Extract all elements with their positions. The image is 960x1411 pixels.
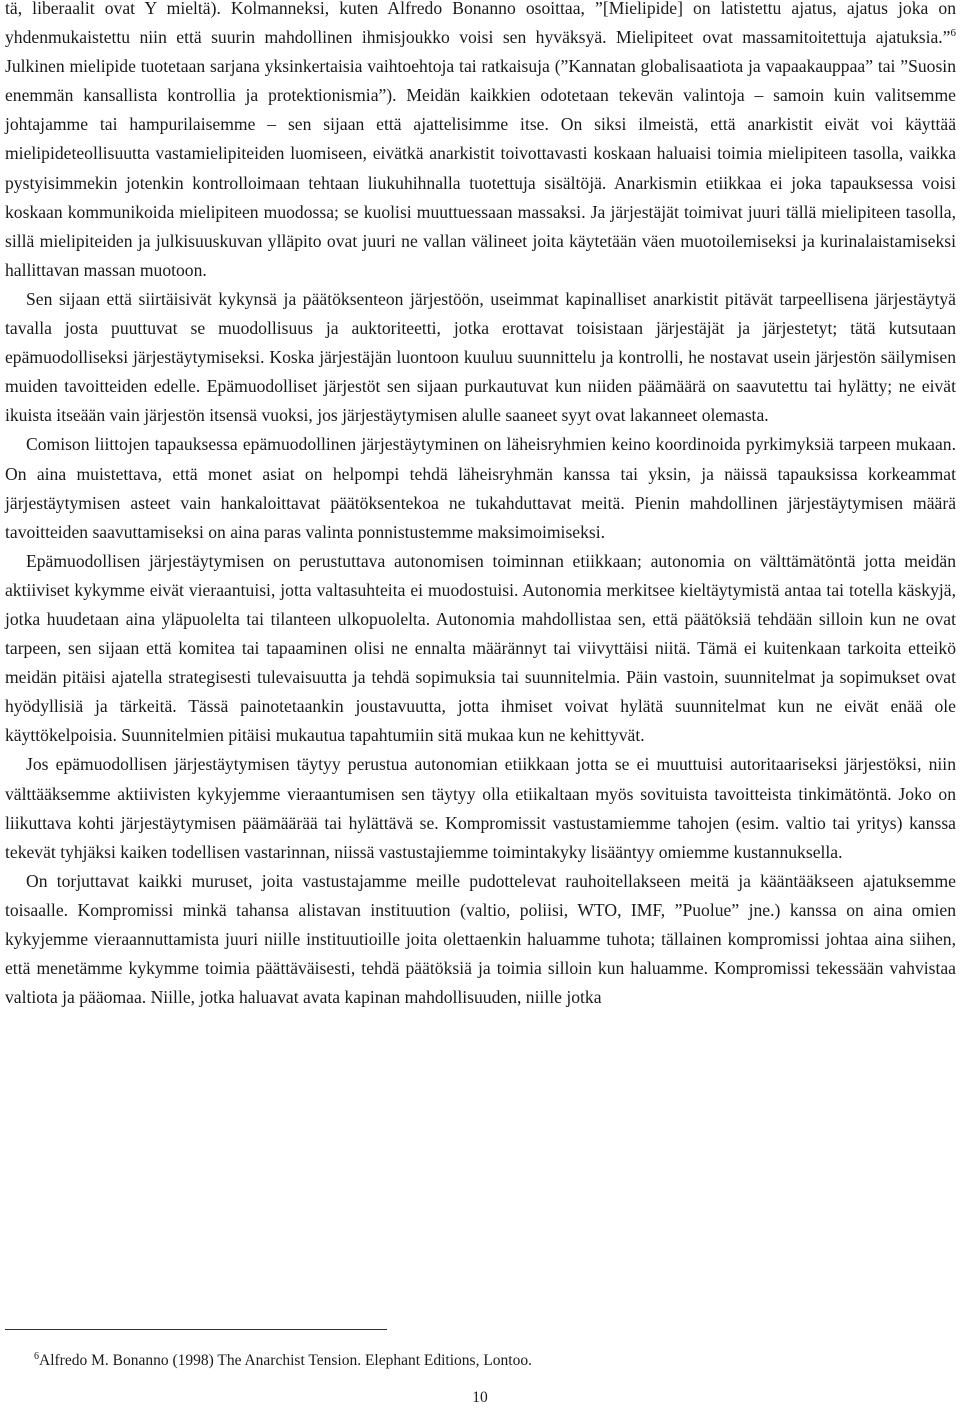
document-page: [5, 0, 956, 1018]
paragraph-6: On torjuttavat kaikki muruset, joita vastustajamme meille pudottelevat rauhoitellakseen meitä ja kääntääkseen ajatuksemme toisaalle. Kompromissi minkä tahansa alistavan instituution (valtio, poliisi, WTO, IMF, ”Puolue” jne.) kanssa on aina omien kykyjemme vieraannuttamista juuri niille instituutioille joita olettaenkin haluamme tuhota; tällainen kompromissi johtaa aina siihen, että menetämme kykymme toimia päättäväisesti, tehdä päätöksiä ja toimia silloin kun haluamme. Kompromissi tekessään vahvistaa valtiota ja pääomaa. Niille, jotka haluavat avata kapinan mahdollisuuden, niille jotka: [5, 870, 956, 1008]
paragraph-5: Jos epämuodollisen järjestäytymisen täytyy perustua autonomian etiikkaan jotta se ei muuttuisi autoritaariseksi järjestöksi, niin välttääksemme aktiivisten kykyjemme vieraantumisen sen täytyy olla etiikaltaan myös sovituista tavoitteista tinkimätöntä. Joko on liikuttava kohti järjestäytymisen päämäärää tai hylättävä se. Kompromissit vastustamiemme tahojen (esim. valtio tai yritys) kanssa tekevät tyhjäksi kaiken todellisen vastarinnan, niissä vastustajiemme toimintakyky lisääntyy omiemme kustannuksella.: [5, 754, 956, 862]
footnote-rule: [5, 1329, 387, 1330]
footnote-marker[interactable]: 6: [950, 27, 956, 40]
page-number: 10: [472, 1389, 488, 1406]
paragraph-3: Comison liittojen tapauksessa epämuodollinen järjestäytyminen on läheisryhmien keino koordinoida pyrkimyksiä tarpeen mukaan. On aina muistettava, että monet asiat on helpompi tehdä läheisryhmän kanssa tai yksin, ja näissä tapauksissa korkeammat järjestäytymisen asteet vain hankaloittavat päätöksentekoa ne tukahduttavat meitä. Pienin mahdollinen järjestäytymisen määrä tavoitteiden saavuttamiseksi on aina paras valinta ponnistustemme maksimoimiseksi.: [5, 434, 956, 542]
body-text: [5, 0, 956, 1012]
paragraph-2: Sen sijaan että siirtäisivät kykynsä ja päätöksenteon järjestöön, useimmat kapinalliset anarkistit pitävät tarpeellisena järjestäytyä tavalla josta puuttuvat se muodollisuus ja auktoriteetti, jotka erottavat toisistaan järjestäjät ja järjestetyt; tätä kutsutaan epämuodolliseksi järjestäytymiseksi. Koska järjestäjän luontoon kuuluu suunnittelu ja kontrolli, he nostavat usein järjestön säilymisen muiden tavoitteiden edelle. Epämuodolliset järjestöt sen sijaan purkautuvat kun niiden päämäärä on saavutettu tai hylätty; ne eivät ikuista itseään vain järjestön itsensä vuoksi, jos järjestäytymisen alulle saaneet syyt ovat lakanneet olemasta.: [5, 288, 956, 426]
paragraph-1: tä, liberaalit ovat Y mieltä). Kolmanneksi, kuten Alfredo Bonanno osoittaa, ”[Mielipide] on latistettu ajatus, ajatus joka on yhdenmukaistettu niin että suurin mahdollinen ihmisjoukko voisi sen hyväksyä. Mielipiteet ovat massamitoitettuja ajatuksia.”$^6$ Julkinen mielipide tuotetaan sarjana yksinkertaisia vaihtoehtoja tai ratkaisuja (”Kannatan globalisaatiota ja vapaakauppaa” tai ”Suosin enemmän kansallista kontrollia ja protektionismia”). Meidän kaikkien odotetaan tekevän valintoja – samoin kuin valitsemme johtajamme tai hampurilaisemme – sen sijaan että ajattelisimme itse. On siksi ilmeistä, että anarkistit eivät voi käyttää mielipideteollisuutta vastamielipiteiden luomiseen, eivätkä anarkistit toivottavasti koskaan haluaisi toimia mielipiteen tasolla, vaikka pystyisimmekin jotenkin kontrolloimaan tehtaan liukuhihnalla tuotettuja sisältöjä. Anarkismin etiikkaa ei joka tapauksessa voisi koskaan kommunikoida mielipiteen muodossa; se kuolisi muuttuessaan massaksi. Ja järjestäjät toimivat juuri tällä mielipiteen tasolla, sillä mielipiteiden ja julkisuuskuvan ylläpito ovat juuri ne vallan välineet joita käytetään väen muotoilemiseksi ja kurinalaistamiseksi hallittavan massan muotoon.: [5, 0, 956, 280]
paragraph-4: Epämuodollisen järjestäytymisen on perustuttava autonomisen toiminnan etiikkaan; autonomia on välttämätöntä jotta meidän aktiiviset kykymme eivät vieraantuisi, jotta valtasuhteita ei muodostuisi. Autonomia merkitsee kieltäytymistä antaa tai totella käskyjä, jotka huudetaan aina yläpuolelta tai tilanteen ulkopuolelta. Autonomia mahdollistaa sen, että päätöksiä tehdään silloin kun ne ovat tarpeen, sen sijaan että komitea tai tapaaminen olisi ne ennalta määrännyt tai viivyttäisi niitä. Tämä ei kuitenkaan tarkoita etteikö meidän pitäisi ajatella strategisesti tulevaisuutta ja tehdä sopimuksia tai suunnitelmia. Päin vastoin, suunnitelmat ja sopimukset ovat hyödyllisiä ja tärkeitä. Tässä painotetaankin joustavuutta, jotta ihmiset voivat hylätä suunnitelmat kun ne eivät enää ole käyttökelpoisia. Suunnitelmien pitäisi mukautua tapahtumiin sitä mukaa kun ne kehittyvät.: [5, 550, 956, 746]
footnote-text: Alfredo M. Bonanno (1998) The Anarchist Tension. Elephant Editions, Lontoo.: [39, 1352, 532, 1369]
footnote: [34, 1351, 532, 1371]
footnote-number: 6: [34, 1350, 39, 1362]
